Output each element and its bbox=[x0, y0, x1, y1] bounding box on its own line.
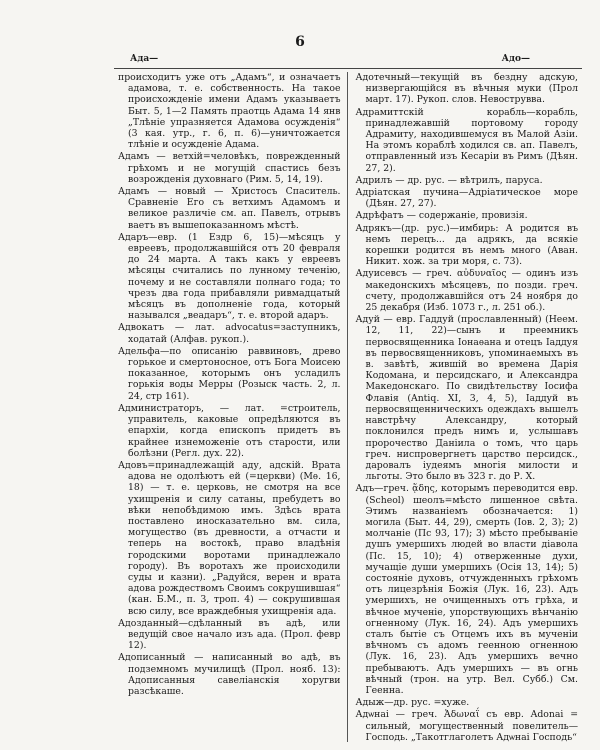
entry-text: Адѡнаі — греч. Ἀδωναΐ съ евр. Adonai = сильный, могущественный повелитель—Господь. „Такотглаголетъ Адѡнаі Господь“ bbox=[355, 709, 578, 742]
entry-text: Адріатская пучина—Адріатическое море (Дѣян. 27, 27). bbox=[355, 187, 578, 210]
entry-text: Адозданный—сдѣланный въ адѣ, или ведущій свое начало изъ ада. (Прол. февр 12). bbox=[118, 617, 341, 652]
entry-text: Адельфа—по описанію раввиновъ, древо горькое и смертоносное, отъ Бога Моисею показанное, которымъ онъ усладилъ горькія воды Мерры (Розыск часть. 2, л. 24, стр 161). bbox=[118, 345, 341, 402]
page-header bbox=[18, 0, 582, 64]
entry-text: Адрамиттскій корабль—корабль, принадлежавшій портовому городу Адрамиту, находившемуся въ Малой Азіи. На этомъ кораблѣ ходился св. ап. Павелъ, отправленный изъ Кесаріи въ Римъ (Дѣян. 27, 2). bbox=[355, 106, 578, 174]
header-rule bbox=[114, 68, 582, 69]
entry-text: Адрилъ — др. рус. — вѣтрилъ, паруса. bbox=[355, 174, 543, 186]
entry-text: Администраторъ, — лат. =строитель, управитель, каковые опредѣляются въ епархіи, когда епископъ придетъ въ крайнее изнеможеніе отъ старости, или болѣзни (Регл. дух. 22). bbox=[118, 402, 341, 459]
entry-text: Адаръ—евр. (1 Ездр 6, 15)—мѣсяцъ у евреевъ, продолжавшійся отъ 20 февраля до 24 марта. А такъ какъ у евреевъ мѣсяцы считались по лунному теченію, почему и не составляли полнаго года; то чрезъ два года прибавляли ривмадцатый мѣсяцъ въ дополненіе года, который назывался „веадаръ“, т. е. второй адаръ. bbox=[118, 231, 341, 322]
entry-text: Адуй — евр. Гаддуй (прославленный) (Неем. 12, 11, 22)—сынъ и преемникъ первосвященника Іонаѳана и отецъ Іаддуя въ первосвященниковъ, упоминаемыхъ въ в. завѣтѣ, жившій во времена Дарія Кодомана, и персидскаго, и Александра Македонскаго. По свидѣтельству Іосифа Флавія (Antiq. XI, 3, 4, 5), Іаддуй въ первосвященническихъ одеждахъ вышелъ навстрѣчу Александру, который поклонился предъ нимъ и, услышавъ пророчество Даніила о томъ, что царь греч. ниспровергнетъ царство персидск., даровалъ іудеямъ многія милости и льготы. Это было въ 323 г. до Р. Х. bbox=[355, 314, 578, 483]
entry-text: Адъ—греч. ᾅδης, которымъ переводится евр. (Scheol) шеолъ=мѣсто лишенное свѣта. Этимъ названіемъ обозначается: 1) могила (Быт. 44, 29), смерть (Іов. 2, 3); 2) молчаніе (Пс 93, 17); 3) мѣсто пребываніе душъ умершихъ людей во власти діавола (Пс. 15, 10); 4) отверженные духи, мучащіе души умершихъ (Осія 13, 14); 5) состояніе духовъ, отчужденныхъ грѣхомъ отъ лицезрѣнія Божія (Лук. 16, 23). Адъ умершихъ, не очищенныхъ отъ грѣха, и вѣчное мученіе, упорствующихъ вѣнчанію огненному (Лук. 16, 24). Адъ умершихъ сталъ бытіе съ Отцемъ ихъ въ мученіи вѣчномъ съ адомъ геенною огненною (Лук. 16, 23). Адъ умершихъ вечно пребываютъ. Адъ умершихъ — въ огнь вѣчный (трон. на утр. Вел. Субб.) См. Геенна. bbox=[355, 483, 578, 696]
entry-text: Адвокатъ — лат. advocatus=заступникъ, ходатай (Алфав. рукоп.). bbox=[118, 322, 341, 345]
left-running-head: Ада— bbox=[130, 54, 159, 64]
left-column bbox=[114, 72, 348, 742]
entry-text: Адотечный—текущій въ бездну адскую, низвергающійся въ вѣчныя муки (Прол март. 17). Рукоп. слов. Невострувва. bbox=[355, 72, 578, 106]
entry-text: Адрякъ—(др. рус.)—имбирь: А родится въ немъ перецъ... да адрякъ, да всякіе корешки родится въ немъ много (Аван. Никит. хож. за три моря, с. 73). bbox=[355, 222, 578, 268]
entry-text: происходитъ уже отъ „Адамъ“, и означаетъ адамова, т. е. собственность. На такое происхожденіе имени Адамъ указываетъ Быт. 5, 1—2 Память праотць Адама 14 янв „Тлѣніе упразняется Адамова осужденія“ (3 кая. утр., г. 6, п. 6)—уничтожается тлѣніе и осужденіе Адама. bbox=[118, 72, 341, 151]
entry-text: Адыж—др. рус. =хуже. bbox=[355, 697, 470, 709]
entry-text: Адуисевсъ — греч. αὐδυναῖος — одинъ изъ македонскихъ мѣсяцевъ, по позди. греч. счету, продолжавшійся отъ 24 ноября до 25 декабря (Изб. 1073 г., л. 251 об.). bbox=[355, 268, 578, 314]
two-column-body bbox=[114, 72, 582, 742]
entry-text: Адамъ — новый — Христосъ Спаситель. Сравненіе Его съ ветхимъ Адамомъ и великое различіе см. ап. Павелъ, отрывъ ваетъ въ вышепоказанномъ мѣстѣ. bbox=[118, 186, 341, 231]
right-running-head: Адо— bbox=[501, 54, 530, 64]
page-number: 6 bbox=[295, 34, 305, 50]
entry-text: Адрѣфатъ — содержаніе, провизія. bbox=[355, 210, 528, 222]
right-column bbox=[348, 72, 583, 742]
entry-text: Адамъ — ветхій=человѣкъ, поврежденный грѣхомъ и не могущій спастись безъ возрожденія духовнаго (Рим. 5, 14, 19). bbox=[118, 151, 341, 185]
entry-text: Адовъ=принадлежащій аду, адскій. Врата адова не одолѣютъ ей (=церкви) (Мѳ. 16, 18) — т. е. церковь, не смотря на все ухищренія и силу сатаны, пребудетъ во вѣки непобѣдимою имъ. Здѣсь врата поставлено иносказательно вм. сила, могущество (въ древности, а отчасти и теперь на востокѣ, право владѣнія городскими воротами принадлежало городу). Въ воротахъ же происходили суды и казни). „Радуйся, верен и врата адова рождествомъ Своимъ сокрушившая“ (кан. Б.М., п. 3, троп. 4) — сокрушившая всю силу, все враждебныя ухищренія ада. bbox=[118, 459, 341, 617]
entry-text: Адописанный — написанный во адѣ, въ подземномъ мучилищѣ (Прол. нояб. 13): Адописанныя савеліанскія хоругви разсѣкаше. bbox=[118, 652, 341, 697]
